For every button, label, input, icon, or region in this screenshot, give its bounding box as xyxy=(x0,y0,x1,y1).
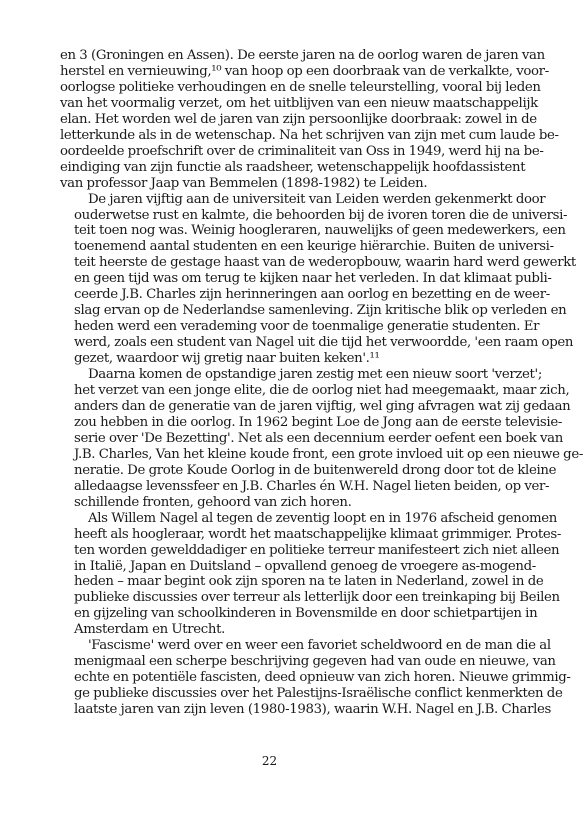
paragraph xyxy=(60,367,583,511)
paragraph xyxy=(60,191,576,367)
text-line: echte en potentiële fascisten, deed opnieuw van zich horen. Nieuwe grimmig- xyxy=(74,670,571,686)
paragraph xyxy=(60,638,571,718)
text-line: eindiging van zijn functie als raadsheer, wetenschappelijk hoofdassistent xyxy=(60,159,526,175)
text-line: schillende fronten, gehoord van zich horen. xyxy=(74,494,352,510)
text-line: anders dan de generatie van de jaren vijftig, wel ging afvragen wat zij gedaan xyxy=(74,398,571,414)
text-line: gezet, waardoor wij gretig naar buiten keken'.¹¹ xyxy=(74,351,380,367)
text-line: toenemend aantal studenten en een keurige hiërarchie. Buiten de universi- xyxy=(74,239,554,255)
body-text xyxy=(60,48,583,718)
text-line: publieke discussies over terreur als letterlijk door een treinkaping bij Beilen xyxy=(74,590,560,606)
text-line: oordeelde proefschrift over de criminaliteit van Oss in 1949, werd hij na be- xyxy=(60,143,544,159)
text-line: laatste jaren van zijn leven (1980-1983), waarin W.H. Nagel en J.B. Charles xyxy=(74,702,551,718)
text-line: teit heerste de gestage haast van de wederopbouw, waarin hard werd gewerkt xyxy=(74,255,576,271)
text-line: menigmaal een scherpe beschrijving gegeven had van oude en nieuwe, van xyxy=(74,654,556,670)
text-line: teit toen nog was. Weinig hoogleraren, nauwelijks of geen medewerkers, een xyxy=(74,223,566,239)
page-number: 22 xyxy=(261,754,278,768)
text-line: slag ervan op de Nederlandse samenleving. Zijn kritische blik op verleden en xyxy=(74,303,567,319)
text-line: in Italië, Japan en Duitsland – opvallend genoeg de vroegere as-mogend- xyxy=(74,558,536,574)
text-line: Als Willem Nagel al tegen de zeventig loopt en in 1976 afscheid genomen xyxy=(88,510,557,526)
text-line: ceerde J.B. Charles zijn herinneringen aan oorlog en bezetting en de weer- xyxy=(74,287,550,303)
text-line: werd, zoals een student van Nagel uit die tijd het verwoordde, 'een raam open xyxy=(74,335,574,351)
text-line: 'Fascisme' werd over en weer een favoriet scheldwoord en de man die al xyxy=(88,638,551,654)
text-line: elan. Het worden wel de jaren van zijn persoonlijke doorbraak: zowel in de xyxy=(60,111,537,127)
text-line: alledaagse levenssfeer en J.B. Charles én W.H. Nagel lieten beiden, op ver- xyxy=(74,478,550,494)
text-line: het verzet van een jonge elite, die de oorlog niet had meegemaakt, maar zich, xyxy=(74,383,570,399)
text-line: Daarna komen de opstandige jaren zestig met een nieuw soort 'verzet'; xyxy=(88,367,542,383)
text-line: heeft als hoogleraar, wordt het maatschappelijke klimaat grimmiger. Protes- xyxy=(74,526,561,542)
paragraph xyxy=(60,48,559,192)
text-line: neratie. De grote Koude Oorlog in de buitenwereld drong door tot de kleine xyxy=(74,462,557,478)
text-line: en geen tijd was om terug te kijken naar het verleden. In dat klimaat publi- xyxy=(74,271,552,287)
text-line: en 3 (Groningen en Assen). De eerste jaren na de oorlog waren de jaren van xyxy=(60,48,545,63)
text-line: zou hebben in die oorlog. In 1962 begint Loe de Jong aan de eerste televisie- xyxy=(74,414,562,430)
paragraph xyxy=(60,510,561,639)
text-line: Amsterdam en Utrecht. xyxy=(74,622,225,638)
text-line: ge publieke discussies over het Palestijns-Israëlische conflict kenmerkten de xyxy=(74,686,563,702)
text-line: van professor Jaap van Bemmelen (1898-1982) te Leiden. xyxy=(60,175,428,191)
text-line: heden – maar begint ook zijn sporen na te laten in Nederland, zowel in de xyxy=(74,574,544,590)
text-line: De jaren vijftig aan de universiteit van Leiden werden gekenmerkt door xyxy=(88,191,546,207)
text-line: letterkunde als in de wetenschap. Na het schrijven van zijn met cum laude be- xyxy=(60,127,559,143)
text-line: en gijzeling van schoolkinderen in Bovensmilde en door schietpartijen in xyxy=(74,606,538,622)
text-line: heden werd een verademing voor de toenmalige generatie studenten. Er xyxy=(74,319,540,335)
text-line: ten worden gewelddadiger en politieke terreur manifesteert zich niet alleen xyxy=(74,542,560,558)
text-line: herstel en vernieuwing,¹⁰ van hoop op een doorbraak van de verkalkte, voor- xyxy=(60,63,549,79)
text-line: oorlogse politieke verhoudingen en de snelle teleurstelling, vooral bij leden xyxy=(60,79,541,95)
text-line: J.B. Charles, Van het kleine koude front, een grote invloed uit op een nieuwe ge- xyxy=(74,446,583,462)
text-line: serie over 'De Bezetting'. Net als een decennium eerder oefent een boek van xyxy=(74,430,563,446)
text-line: van het voormalig verzet, om het uitblijven van een nieuw maatschappelijk xyxy=(60,95,538,111)
text-line: ouderwetse rust en kalmte, die behoorden bij de ivoren toren die de universi- xyxy=(74,207,568,223)
